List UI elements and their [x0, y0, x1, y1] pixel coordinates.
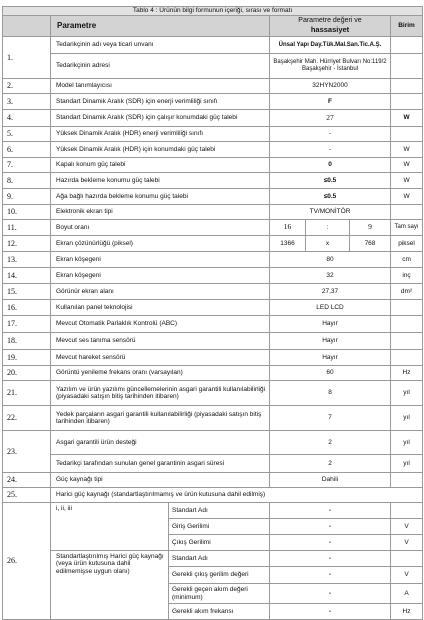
sub-value: - — [270, 604, 391, 620]
row-label: Tedarikçinin adresi — [51, 54, 270, 79]
row-value: 2 — [270, 455, 391, 473]
row-unit: yıl — [391, 431, 423, 455]
sub-value: - — [270, 503, 391, 519]
row-number: 19. — [3, 350, 51, 366]
sub-label: Giriş Gerilimi — [169, 519, 270, 535]
row-value: 8 — [270, 381, 391, 406]
row-label: Kullanılan panel teknolojisi — [51, 300, 270, 316]
row-unit: piksel — [391, 236, 423, 252]
row-label: Yazılım ve ürün yazılımı güncellemelerinin asgari garantili kullanılabilirliği (piyasadaki satışın bitiş tarihinden itibaren) — [51, 381, 270, 406]
row-value-separator: : — [306, 220, 350, 236]
row-number: 17. — [3, 316, 51, 333]
row-number: 3. — [3, 94, 51, 110]
table-row — [3, 110, 423, 127]
row-value: 27 — [270, 110, 391, 127]
row-unit — [391, 473, 423, 488]
sub-label: Standart Adı — [169, 503, 270, 519]
table-row — [3, 236, 423, 252]
sub-unit: V — [391, 535, 423, 551]
row-number: 14. — [3, 268, 51, 284]
table-row — [3, 300, 423, 316]
sub-unit: Hz — [391, 604, 423, 620]
table-caption: Tablo 4 : Ürünün bilgi formunun içeriği, sırası ve formatı — [3, 7, 423, 16]
row-value: 2 — [270, 431, 391, 455]
row-value: 32 — [270, 268, 391, 284]
header-unit: Birim — [391, 16, 423, 37]
table-row — [3, 284, 423, 300]
row-unit: Hz — [391, 366, 423, 381]
row-value-separator: x — [306, 236, 350, 252]
row-number: 15. — [3, 284, 51, 300]
row-note: i, ii, iii — [51, 503, 169, 551]
row-number: 25. — [3, 488, 51, 503]
sub-unit — [391, 551, 423, 567]
row-label: Standart Dinamik Aralık (SDR) için enerji verimliliği sınıfı — [51, 94, 270, 110]
row-label: Asgari garantili ürün desteği — [51, 431, 270, 455]
table-row — [3, 142, 423, 158]
row-unit: yıl — [391, 381, 423, 406]
row-unit: W — [391, 189, 423, 205]
row-value: ≤0.5 — [270, 173, 391, 189]
sub-value: - — [270, 535, 391, 551]
sub-label: Gerekli geçen akım değeri (minimum) — [169, 584, 270, 604]
table-row — [3, 551, 423, 567]
row-label: Standart Dinamik Aralık (SDR) için çalışır konumdaki güç talebi — [51, 110, 270, 127]
row-value: Hayır — [270, 350, 391, 366]
header-parameter: Parametre — [51, 16, 270, 37]
row-label: Ekran çözünürlüğü (piksel) — [51, 236, 270, 252]
row-label: Standartlaştırılmış Harici güç kaynağı (veya ürün kutusuna dahil edilmemişse uygun olanı) — [51, 551, 169, 620]
row-unit — [391, 94, 423, 110]
row-number: 20. — [3, 366, 51, 381]
row-value: 27,37 — [270, 284, 391, 300]
row-unit: W — [391, 158, 423, 173]
sub-label: Çıkış Gerilimi — [169, 535, 270, 551]
row-value: Hayır — [270, 316, 391, 333]
row-number: 8. — [3, 173, 51, 189]
table-row — [3, 94, 423, 110]
row-number: 16. — [3, 300, 51, 316]
table-row — [3, 488, 423, 503]
table-row — [3, 473, 423, 488]
table-row — [3, 503, 423, 519]
row-number: 5. — [3, 127, 51, 142]
row-unit — [391, 37, 423, 54]
row-value: - — [270, 142, 391, 158]
row-label: Tedarikçinin adı veya ticari unvanı — [51, 37, 270, 54]
row-value: Başakşehir Mah. Hürriyet Bulvarı No:119/2 Başakşehir - İstanbul — [270, 54, 391, 79]
row-unit — [391, 333, 423, 350]
table-row — [3, 127, 423, 142]
product-info-table — [2, 6, 423, 620]
table-row — [3, 79, 423, 94]
row-label: Hazırda bekleme konumu güç talebi — [51, 173, 270, 189]
header-row — [3, 16, 423, 37]
sub-unit: V — [391, 567, 423, 584]
row-value: Hayır — [270, 333, 391, 350]
sub-value: - — [270, 551, 391, 567]
row-number: 26. — [3, 503, 51, 620]
table-row — [3, 455, 423, 473]
row-value-a: 16 — [270, 220, 306, 236]
row-label: Harici güç kaynağı (standartlaştırılmamış ve ürün kutusuna dahil edilmiş) — [51, 488, 423, 503]
table-row — [3, 189, 423, 205]
row-unit — [391, 300, 423, 316]
row-label: Model tanımlayıcısı — [51, 79, 270, 94]
table-row — [3, 333, 423, 350]
table-row — [3, 220, 423, 236]
sub-label: Standart Adı — [169, 551, 270, 567]
row-value: - — [270, 127, 391, 142]
row-label: Ekran köşegeni — [51, 252, 270, 268]
row-number: 21. — [3, 381, 51, 406]
row-label: Ekran köşegeni — [51, 268, 270, 284]
sub-value: - — [270, 584, 391, 604]
table-row — [3, 205, 423, 220]
row-number: 22. — [3, 406, 51, 431]
row-unit: W — [391, 173, 423, 189]
row-label: Kapalı konum güç talebi — [51, 158, 270, 173]
row-unit: dm² — [391, 284, 423, 300]
row-unit — [391, 205, 423, 220]
row-number: 24. — [3, 473, 51, 488]
table-caption-row — [3, 7, 423, 16]
row-value: Dahili — [270, 473, 391, 488]
header-value — [270, 16, 391, 37]
row-label: Güç kaynağı tipi — [51, 473, 270, 488]
header-value-line1: Parametre değeri ve — [298, 17, 362, 25]
row-number: 6. — [3, 142, 51, 158]
row-label: Tedarikçi tarafından sunulan genel garantinin asgari süresi — [51, 455, 270, 473]
row-label: Mevcut Otomatik Parlaklık Kontrolü (ABC) — [51, 316, 270, 333]
row-unit — [391, 54, 423, 79]
row-unit: Tam sayı — [391, 220, 423, 236]
row-label: Boyut oranı — [51, 220, 270, 236]
table-row — [3, 54, 423, 79]
table-row — [3, 173, 423, 189]
table-row — [3, 350, 423, 366]
row-number: 2. — [3, 79, 51, 94]
header-num-cell — [3, 16, 51, 37]
row-number: 7. — [3, 158, 51, 173]
row-label: Görünür ekran alanı — [51, 284, 270, 300]
row-value: TV/MONİTÖR — [270, 205, 391, 220]
row-unit — [391, 350, 423, 366]
row-number: 1. — [3, 37, 51, 79]
row-label: Görüntü yenileme frekans oranı (varsayılan) — [51, 366, 270, 381]
row-value: F — [270, 94, 391, 110]
table-row — [3, 37, 423, 54]
sub-label: Gerekli çıkış gerilim değeri — [169, 567, 270, 584]
row-value-b: 9 — [350, 220, 391, 236]
row-unit: W — [391, 142, 423, 158]
row-number: 11. — [3, 220, 51, 236]
row-number: 23. — [3, 431, 51, 473]
row-value: 32HYN2000 — [270, 79, 391, 94]
row-label: Elektronik ekran tipi — [51, 205, 270, 220]
row-unit — [391, 316, 423, 333]
table-row — [3, 431, 423, 455]
row-unit: cm — [391, 252, 423, 268]
sub-value: - — [270, 519, 391, 535]
row-value: 80 — [270, 252, 391, 268]
row-value-a: 1366 — [270, 236, 306, 252]
row-number: 12. — [3, 236, 51, 252]
row-value: LED LCD — [270, 300, 391, 316]
row-unit: inç — [391, 268, 423, 284]
table-row — [3, 158, 423, 173]
table-row — [3, 381, 423, 406]
row-value-b: 768 — [350, 236, 391, 252]
row-number: 18. — [3, 333, 51, 350]
row-value: 7 — [270, 406, 391, 431]
row-number: 10. — [3, 205, 51, 220]
row-unit: yıl — [391, 455, 423, 473]
header-value-line2: hassasiyet — [310, 24, 350, 34]
sub-label: Gerekli akım frekansı — [169, 604, 270, 620]
row-label: Mevcut hareket sensörü — [51, 350, 270, 366]
row-label: Yedek parçaların asgari garantili kullanılabilirliği (piyasadaki satışın bitiş tarihinden itibaren) — [51, 406, 270, 431]
table-row — [3, 366, 423, 381]
row-value: Ünsal Yapı Day.Tük.Mal.San.Tic.A.Ş. — [270, 37, 391, 54]
row-value: 0 — [270, 158, 391, 173]
row-unit — [391, 79, 423, 94]
sub-value: - — [270, 567, 391, 584]
row-label: Yüksek Dinamik Aralık (HDR) için konumdaki güç talebi — [51, 142, 270, 158]
sub-unit: A — [391, 584, 423, 604]
table-row — [3, 406, 423, 431]
row-unit: yıl — [391, 406, 423, 431]
row-number: 13. — [3, 252, 51, 268]
row-number: 4. — [3, 110, 51, 127]
row-value: 60 — [270, 366, 391, 381]
table-row — [3, 252, 423, 268]
row-unit: W — [391, 110, 423, 127]
row-number: 9. — [3, 189, 51, 205]
sub-unit — [391, 503, 423, 519]
table-row — [3, 268, 423, 284]
row-label: Yüksek Dinamik Aralık (HDR) enerji verimliliği sınıfı — [51, 127, 270, 142]
row-unit — [391, 127, 423, 142]
row-label: Mevcut ses tanıma sensörü — [51, 333, 270, 350]
sub-unit: V — [391, 519, 423, 535]
table-row — [3, 316, 423, 333]
row-label: Ağa bağlı hazırda bekleme konumu güç talebi — [51, 189, 270, 205]
row-value: ≤0.5 — [270, 189, 391, 205]
